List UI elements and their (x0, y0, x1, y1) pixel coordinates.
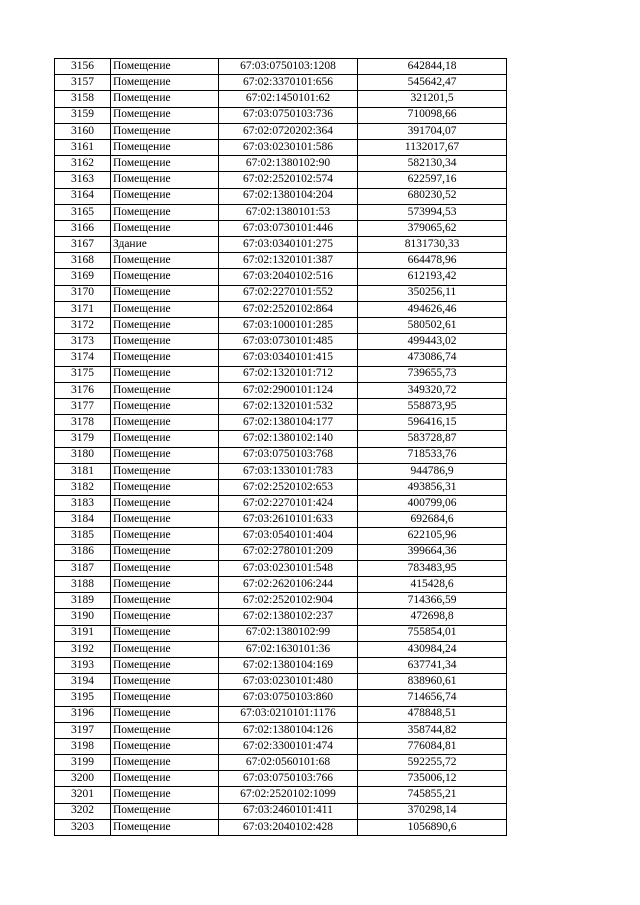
object-type-cell: Помещение (111, 803, 219, 819)
object-type-cell: Помещение (111, 172, 219, 188)
row-number-cell: 3188 (55, 577, 111, 593)
cadastral-number-cell: 67:03:0730101:446 (219, 220, 358, 236)
row-number-cell: 3202 (55, 803, 111, 819)
object-type-cell: Помещение (111, 463, 219, 479)
object-type-cell: Помещение (111, 738, 219, 754)
cadastral-value-cell: 8131730,33 (358, 237, 507, 253)
object-type-cell: Помещение (111, 431, 219, 447)
cadastral-value-cell: 415428,6 (358, 577, 507, 593)
cadastral-number-cell: 67:03:1000101:285 (219, 318, 358, 334)
table-row (55, 738, 507, 754)
object-type-cell: Помещение (111, 625, 219, 641)
table-row (55, 431, 507, 447)
table-row (55, 496, 507, 512)
object-type-cell: Помещение (111, 366, 219, 382)
cadastral-value-cell: 745855,21 (358, 787, 507, 803)
cadastral-value-cell: 499443,02 (358, 334, 507, 350)
cadastral-value-cell: 714366,59 (358, 593, 507, 609)
cadastral-number-cell: 67:02:1320101:712 (219, 366, 358, 382)
cadastral-number-cell: 67:02:1380104:204 (219, 188, 358, 204)
cadastral-number-cell: 67:03:0210101:1176 (219, 706, 358, 722)
cadastral-value-cell: 718533,76 (358, 447, 507, 463)
table-row (55, 156, 507, 172)
cadastral-value-cell: 478848,51 (358, 706, 507, 722)
cadastral-value-cell: 710098,66 (358, 107, 507, 123)
object-type-cell: Помещение (111, 447, 219, 463)
cadastral-number-cell: 67:02:1380104:126 (219, 722, 358, 738)
table-row (55, 771, 507, 787)
row-number-cell: 3164 (55, 188, 111, 204)
cadastral-value-cell: 612193,42 (358, 269, 507, 285)
cadastral-value-cell: 582130,34 (358, 156, 507, 172)
cadastral-value-cell: 430984,24 (358, 641, 507, 657)
cadastral-value-cell: 583728,87 (358, 431, 507, 447)
object-type-cell: Помещение (111, 528, 219, 544)
row-number-cell: 3171 (55, 301, 111, 317)
row-number-cell: 3173 (55, 334, 111, 350)
cadastral-value-cell: 776084,81 (358, 738, 507, 754)
cadastral-number-cell: 67:02:3300101:474 (219, 738, 358, 754)
cadastral-value-cell: 735006,12 (358, 771, 507, 787)
object-type-cell: Помещение (111, 220, 219, 236)
object-type-cell: Помещение (111, 253, 219, 269)
cadastral-value-cell: 637741,34 (358, 657, 507, 673)
cadastral-number-cell: 67:02:2520102:904 (219, 593, 358, 609)
cadastral-number-cell: 67:02:0720202:364 (219, 123, 358, 139)
object-type-cell: Помещение (111, 269, 219, 285)
row-number-cell: 3174 (55, 350, 111, 366)
object-type-cell: Помещение (111, 657, 219, 673)
object-type-cell: Помещение (111, 350, 219, 366)
cadastral-value-cell: 642844,18 (358, 59, 507, 75)
cadastral-value-cell: 493856,31 (358, 479, 507, 495)
cadastral-value-cell: 573994,53 (358, 204, 507, 220)
cadastral-value-cell: 838960,61 (358, 674, 507, 690)
cadastral-number-cell: 67:02:1380102:99 (219, 625, 358, 641)
table-row (55, 787, 507, 803)
object-type-cell: Помещение (111, 819, 219, 835)
table-row (55, 398, 507, 414)
cadastral-number-cell: 67:02:2620106:244 (219, 577, 358, 593)
table-row (55, 528, 507, 544)
object-type-cell: Помещение (111, 301, 219, 317)
object-type-cell: Помещение (111, 674, 219, 690)
object-type-cell: Помещение (111, 479, 219, 495)
table-row (55, 75, 507, 91)
table-row (55, 415, 507, 431)
object-type-cell: Помещение (111, 204, 219, 220)
row-number-cell: 3187 (55, 560, 111, 576)
row-number-cell: 3203 (55, 819, 111, 835)
table-row (55, 722, 507, 738)
object-type-cell: Помещение (111, 690, 219, 706)
cadastral-value-cell: 664478,96 (358, 253, 507, 269)
table-row (55, 382, 507, 398)
cadastral-value-cell: 596416,15 (358, 415, 507, 431)
table-row (55, 139, 507, 155)
object-type-cell: Помещение (111, 415, 219, 431)
table-row (55, 690, 507, 706)
table-row (55, 123, 507, 139)
cadastral-number-cell: 67:03:0750103:766 (219, 771, 358, 787)
table-row (55, 593, 507, 609)
table-row (55, 641, 507, 657)
table-row (55, 447, 507, 463)
table-row (55, 301, 507, 317)
cadastral-number-cell: 67:03:0340101:275 (219, 237, 358, 253)
cadastral-value-cell: 622597,16 (358, 172, 507, 188)
cadastral-number-cell: 67:02:2900101:124 (219, 382, 358, 398)
row-number-cell: 3169 (55, 269, 111, 285)
table-row (55, 237, 507, 253)
row-number-cell: 3199 (55, 755, 111, 771)
table-row (55, 334, 507, 350)
row-number-cell: 3172 (55, 318, 111, 334)
registry-table-body (55, 59, 507, 836)
object-type-cell: Помещение (111, 560, 219, 576)
object-type-cell: Помещение (111, 755, 219, 771)
cadastral-number-cell: 67:02:1450101:62 (219, 91, 358, 107)
cadastral-number-cell: 67:02:1380102:237 (219, 609, 358, 625)
row-number-cell: 3175 (55, 366, 111, 382)
row-number-cell: 3168 (55, 253, 111, 269)
object-type-cell: Помещение (111, 398, 219, 414)
table-row (55, 463, 507, 479)
cadastral-number-cell: 67:02:1320101:387 (219, 253, 358, 269)
row-number-cell: 3185 (55, 528, 111, 544)
row-number-cell: 3178 (55, 415, 111, 431)
object-type-cell: Помещение (111, 382, 219, 398)
row-number-cell: 3156 (55, 59, 111, 75)
table-row (55, 803, 507, 819)
cadastral-value-cell: 349320,72 (358, 382, 507, 398)
cadastral-number-cell: 67:03:2610101:633 (219, 512, 358, 528)
table-row (55, 285, 507, 301)
cadastral-value-cell: 399664,36 (358, 544, 507, 560)
cadastral-value-cell: 391704,07 (358, 123, 507, 139)
cadastral-number-cell: 67:02:1630101:36 (219, 641, 358, 657)
table-row (55, 609, 507, 625)
cadastral-number-cell: 67:02:1380104:177 (219, 415, 358, 431)
cadastral-number-cell: 67:03:2460101:411 (219, 803, 358, 819)
row-number-cell: 3194 (55, 674, 111, 690)
row-number-cell: 3181 (55, 463, 111, 479)
registry-table (54, 58, 507, 836)
cadastral-value-cell: 472698,8 (358, 609, 507, 625)
table-row (55, 625, 507, 641)
cadastral-number-cell: 67:02:1380102:90 (219, 156, 358, 172)
row-number-cell: 3201 (55, 787, 111, 803)
table-row (55, 755, 507, 771)
row-number-cell: 3166 (55, 220, 111, 236)
cadastral-number-cell: 67:02:2780101:209 (219, 544, 358, 560)
cadastral-value-cell: 379065,62 (358, 220, 507, 236)
table-row (55, 479, 507, 495)
object-type-cell: Помещение (111, 512, 219, 528)
cadastral-number-cell: 67:03:0230101:548 (219, 560, 358, 576)
table-row (55, 220, 507, 236)
table-row (55, 577, 507, 593)
table-row (55, 204, 507, 220)
cadastral-value-cell: 622105,96 (358, 528, 507, 544)
table-row (55, 366, 507, 382)
object-type-cell: Здание (111, 237, 219, 253)
row-number-cell: 3195 (55, 690, 111, 706)
cadastral-number-cell: 67:03:0230101:480 (219, 674, 358, 690)
object-type-cell: Помещение (111, 609, 219, 625)
object-type-cell: Помещение (111, 544, 219, 560)
cadastral-value-cell: 680230,52 (358, 188, 507, 204)
table-row (55, 318, 507, 334)
cadastral-value-cell: 473086,74 (358, 350, 507, 366)
cadastral-value-cell: 580502,61 (358, 318, 507, 334)
row-number-cell: 3183 (55, 496, 111, 512)
object-type-cell: Помещение (111, 577, 219, 593)
table-row (55, 706, 507, 722)
cadastral-value-cell: 370298,14 (358, 803, 507, 819)
cadastral-number-cell: 67:02:1320101:532 (219, 398, 358, 414)
object-type-cell: Помещение (111, 59, 219, 75)
cadastral-value-cell: 350256,11 (358, 285, 507, 301)
row-number-cell: 3197 (55, 722, 111, 738)
cadastral-number-cell: 67:03:0750103:1208 (219, 59, 358, 75)
row-number-cell: 3162 (55, 156, 111, 172)
table-row (55, 172, 507, 188)
object-type-cell: Помещение (111, 593, 219, 609)
cadastral-number-cell: 67:02:2270101:424 (219, 496, 358, 512)
row-number-cell: 3165 (55, 204, 111, 220)
table-row (55, 59, 507, 75)
cadastral-number-cell: 67:02:2520102:1099 (219, 787, 358, 803)
cadastral-value-cell: 692684,6 (358, 512, 507, 528)
table-row (55, 674, 507, 690)
cadastral-number-cell: 67:02:2520102:864 (219, 301, 358, 317)
cadastral-value-cell: 739655,73 (358, 366, 507, 382)
row-number-cell: 3177 (55, 398, 111, 414)
row-number-cell: 3189 (55, 593, 111, 609)
row-number-cell: 3191 (55, 625, 111, 641)
object-type-cell: Помещение (111, 285, 219, 301)
row-number-cell: 3198 (55, 738, 111, 754)
cadastral-number-cell: 67:03:0750103:860 (219, 690, 358, 706)
row-number-cell: 3176 (55, 382, 111, 398)
table-row (55, 91, 507, 107)
object-type-cell: Помещение (111, 496, 219, 512)
cadastral-value-cell: 783483,95 (358, 560, 507, 576)
row-number-cell: 3196 (55, 706, 111, 722)
cadastral-value-cell: 321201,5 (358, 91, 507, 107)
cadastral-number-cell: 67:02:2520102:574 (219, 172, 358, 188)
table-row (55, 544, 507, 560)
cadastral-number-cell: 67:02:1380101:53 (219, 204, 358, 220)
cadastral-value-cell: 558873,95 (358, 398, 507, 414)
cadastral-number-cell: 67:02:2520102:653 (219, 479, 358, 495)
cadastral-number-cell: 67:03:0750103:736 (219, 107, 358, 123)
cadastral-number-cell: 67:02:1380104:169 (219, 657, 358, 673)
row-number-cell: 3200 (55, 771, 111, 787)
row-number-cell: 3161 (55, 139, 111, 155)
row-number-cell: 3190 (55, 609, 111, 625)
row-number-cell: 3186 (55, 544, 111, 560)
cadastral-value-cell: 944786,9 (358, 463, 507, 479)
object-type-cell: Помещение (111, 123, 219, 139)
cadastral-value-cell: 755854,01 (358, 625, 507, 641)
cadastral-number-cell: 67:03:0730101:485 (219, 334, 358, 350)
table-row (55, 269, 507, 285)
cadastral-number-cell: 67:03:2040102:428 (219, 819, 358, 835)
row-number-cell: 3158 (55, 91, 111, 107)
object-type-cell: Помещение (111, 787, 219, 803)
object-type-cell: Помещение (111, 91, 219, 107)
cadastral-value-cell: 545642,47 (358, 75, 507, 91)
table-row (55, 188, 507, 204)
row-number-cell: 3182 (55, 479, 111, 495)
object-type-cell: Помещение (111, 771, 219, 787)
object-type-cell: Помещение (111, 107, 219, 123)
cadastral-value-cell: 1056890,6 (358, 819, 507, 835)
object-type-cell: Помещение (111, 706, 219, 722)
row-number-cell: 3157 (55, 75, 111, 91)
cadastral-number-cell: 67:03:2040102:516 (219, 269, 358, 285)
object-type-cell: Помещение (111, 641, 219, 657)
object-type-cell: Помещение (111, 139, 219, 155)
object-type-cell: Помещение (111, 188, 219, 204)
table-row (55, 107, 507, 123)
row-number-cell: 3193 (55, 657, 111, 673)
table-row (55, 819, 507, 835)
cadastral-value-cell: 1132017,67 (358, 139, 507, 155)
cadastral-value-cell: 358744,82 (358, 722, 507, 738)
row-number-cell: 3180 (55, 447, 111, 463)
cadastral-number-cell: 67:03:0230101:586 (219, 139, 358, 155)
object-type-cell: Помещение (111, 722, 219, 738)
row-number-cell: 3170 (55, 285, 111, 301)
row-number-cell: 3192 (55, 641, 111, 657)
table-row (55, 512, 507, 528)
object-type-cell: Помещение (111, 334, 219, 350)
cadastral-value-cell: 592255,72 (358, 755, 507, 771)
cadastral-number-cell: 67:02:3370101:656 (219, 75, 358, 91)
table-row (55, 560, 507, 576)
row-number-cell: 3167 (55, 237, 111, 253)
cadastral-value-cell: 714656,74 (358, 690, 507, 706)
table-row (55, 350, 507, 366)
object-type-cell: Помещение (111, 75, 219, 91)
row-number-cell: 3179 (55, 431, 111, 447)
cadastral-value-cell: 400799,06 (358, 496, 507, 512)
object-type-cell: Помещение (111, 318, 219, 334)
cadastral-number-cell: 67:02:1380102:140 (219, 431, 358, 447)
cadastral-value-cell: 494626,46 (358, 301, 507, 317)
table-row (55, 657, 507, 673)
cadastral-number-cell: 67:03:0340101:415 (219, 350, 358, 366)
row-number-cell: 3159 (55, 107, 111, 123)
cadastral-number-cell: 67:02:2270101:552 (219, 285, 358, 301)
cadastral-number-cell: 67:03:0750103:768 (219, 447, 358, 463)
object-type-cell: Помещение (111, 156, 219, 172)
cadastral-number-cell: 67:03:0540101:404 (219, 528, 358, 544)
row-number-cell: 3184 (55, 512, 111, 528)
cadastral-number-cell: 67:02:0560101:68 (219, 755, 358, 771)
row-number-cell: 3160 (55, 123, 111, 139)
row-number-cell: 3163 (55, 172, 111, 188)
cadastral-number-cell: 67:03:1330101:783 (219, 463, 358, 479)
table-row (55, 253, 507, 269)
